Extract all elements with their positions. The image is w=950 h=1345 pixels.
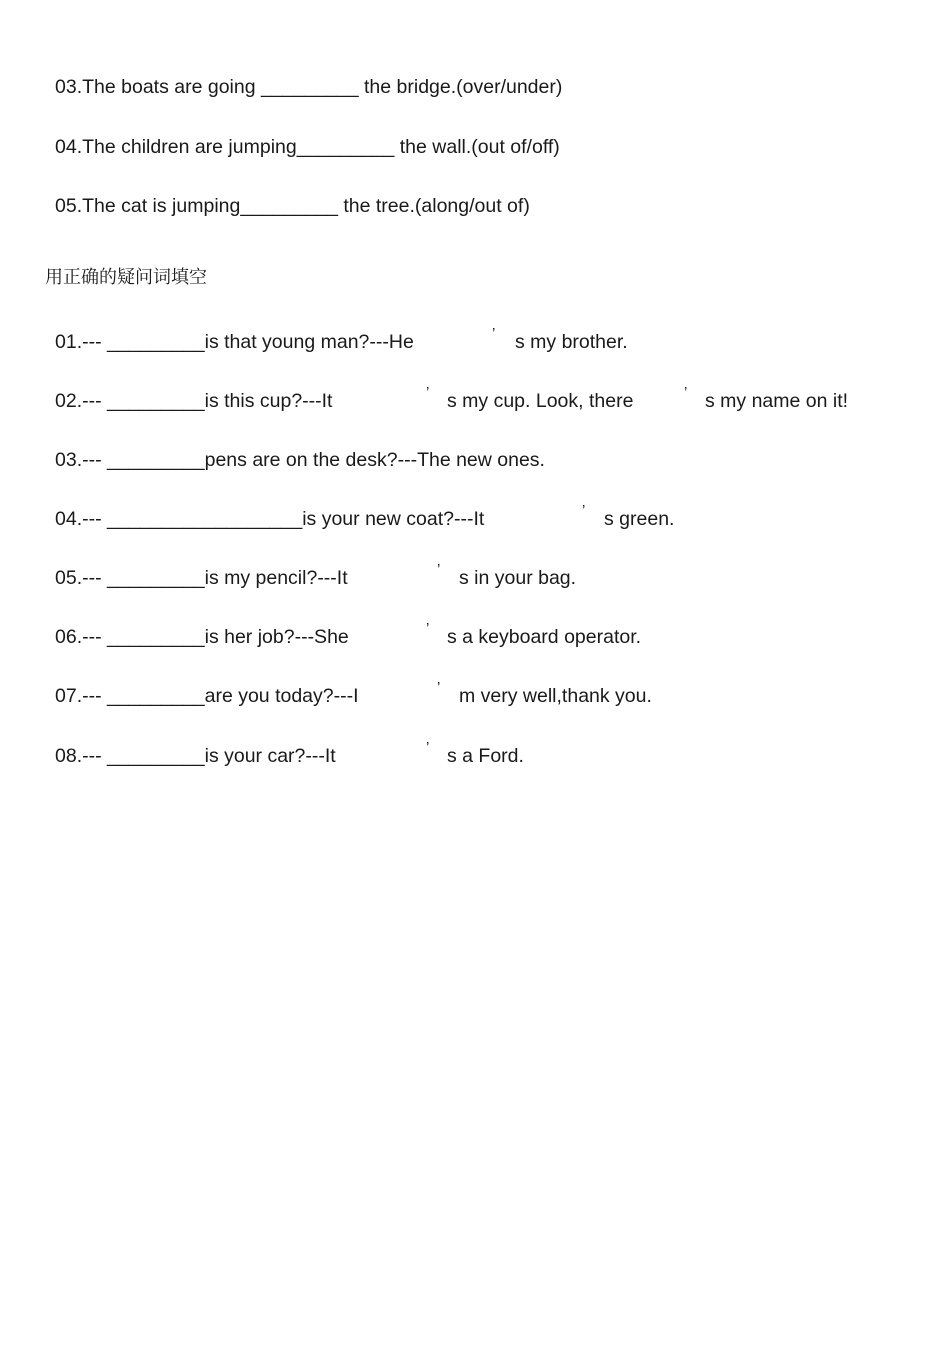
answer-text: s my name on it! <box>705 390 849 412</box>
exercise-line-q-01 <box>0 325 628 354</box>
exercise-line-q-02 <box>0 384 849 413</box>
answer-text: s my brother. <box>515 331 628 353</box>
answer-text: s my cup. Look, there <box>447 390 634 412</box>
section-heading: 用正确的疑问词填空 <box>45 267 207 288</box>
exercise-line-prep-03 <box>0 75 563 99</box>
apostrophe: ’ <box>582 502 586 519</box>
apostrophe: ’ <box>437 679 441 696</box>
apostrophe: ’ <box>426 384 430 401</box>
question-text: 05.--- _________is my pencil?---It <box>55 567 348 589</box>
apostrophe: ’ <box>426 739 430 756</box>
exercise-line-q-08 <box>0 739 524 768</box>
exercise-line-q-07 <box>0 679 652 708</box>
apostrophe: ’ <box>684 384 688 401</box>
apostrophe: ’ <box>426 620 430 637</box>
answer-text: s in your bag. <box>459 567 577 589</box>
question-text: 06.--- _________is her job?---She <box>55 626 349 648</box>
question-text: 07.--- _________are you today?---I <box>55 685 359 707</box>
exercise-text: 03.The boats are going _________ the bridge.(over/under) <box>55 76 563 98</box>
exercise-line-prep-04 <box>0 135 560 159</box>
question-text: 04.--- __________________is your new coat?---It <box>55 508 485 530</box>
exercise-line-q-03 <box>0 448 545 472</box>
question-text: 03.--- _________pens are on the desk?---The new ones. <box>55 449 545 471</box>
exercise-line-q-04 <box>0 502 675 531</box>
question-text: 02.--- _________is this cup?---It <box>55 390 333 412</box>
exercise-text: 05.The cat is jumping_________ the tree.(along/out of) <box>55 195 530 217</box>
exercise-text: 04.The children are jumping_________ the wall.(out of/off) <box>55 136 560 158</box>
answer-text: s a keyboard operator. <box>447 626 642 648</box>
exercise-line-q-06 <box>0 620 642 649</box>
apostrophe: ’ <box>437 561 441 578</box>
question-text: 01.--- _________is that young man?---He <box>55 331 414 353</box>
exercise-line-q-05 <box>0 561 577 590</box>
apostrophe: ’ <box>492 325 496 342</box>
question-text: 08.--- _________is your car?---It <box>55 745 336 767</box>
exercise-line-prep-05 <box>0 194 530 218</box>
answer-text: s a Ford. <box>447 745 524 767</box>
answer-text: m very well,thank you. <box>459 685 652 707</box>
answer-text: s green. <box>604 508 675 530</box>
